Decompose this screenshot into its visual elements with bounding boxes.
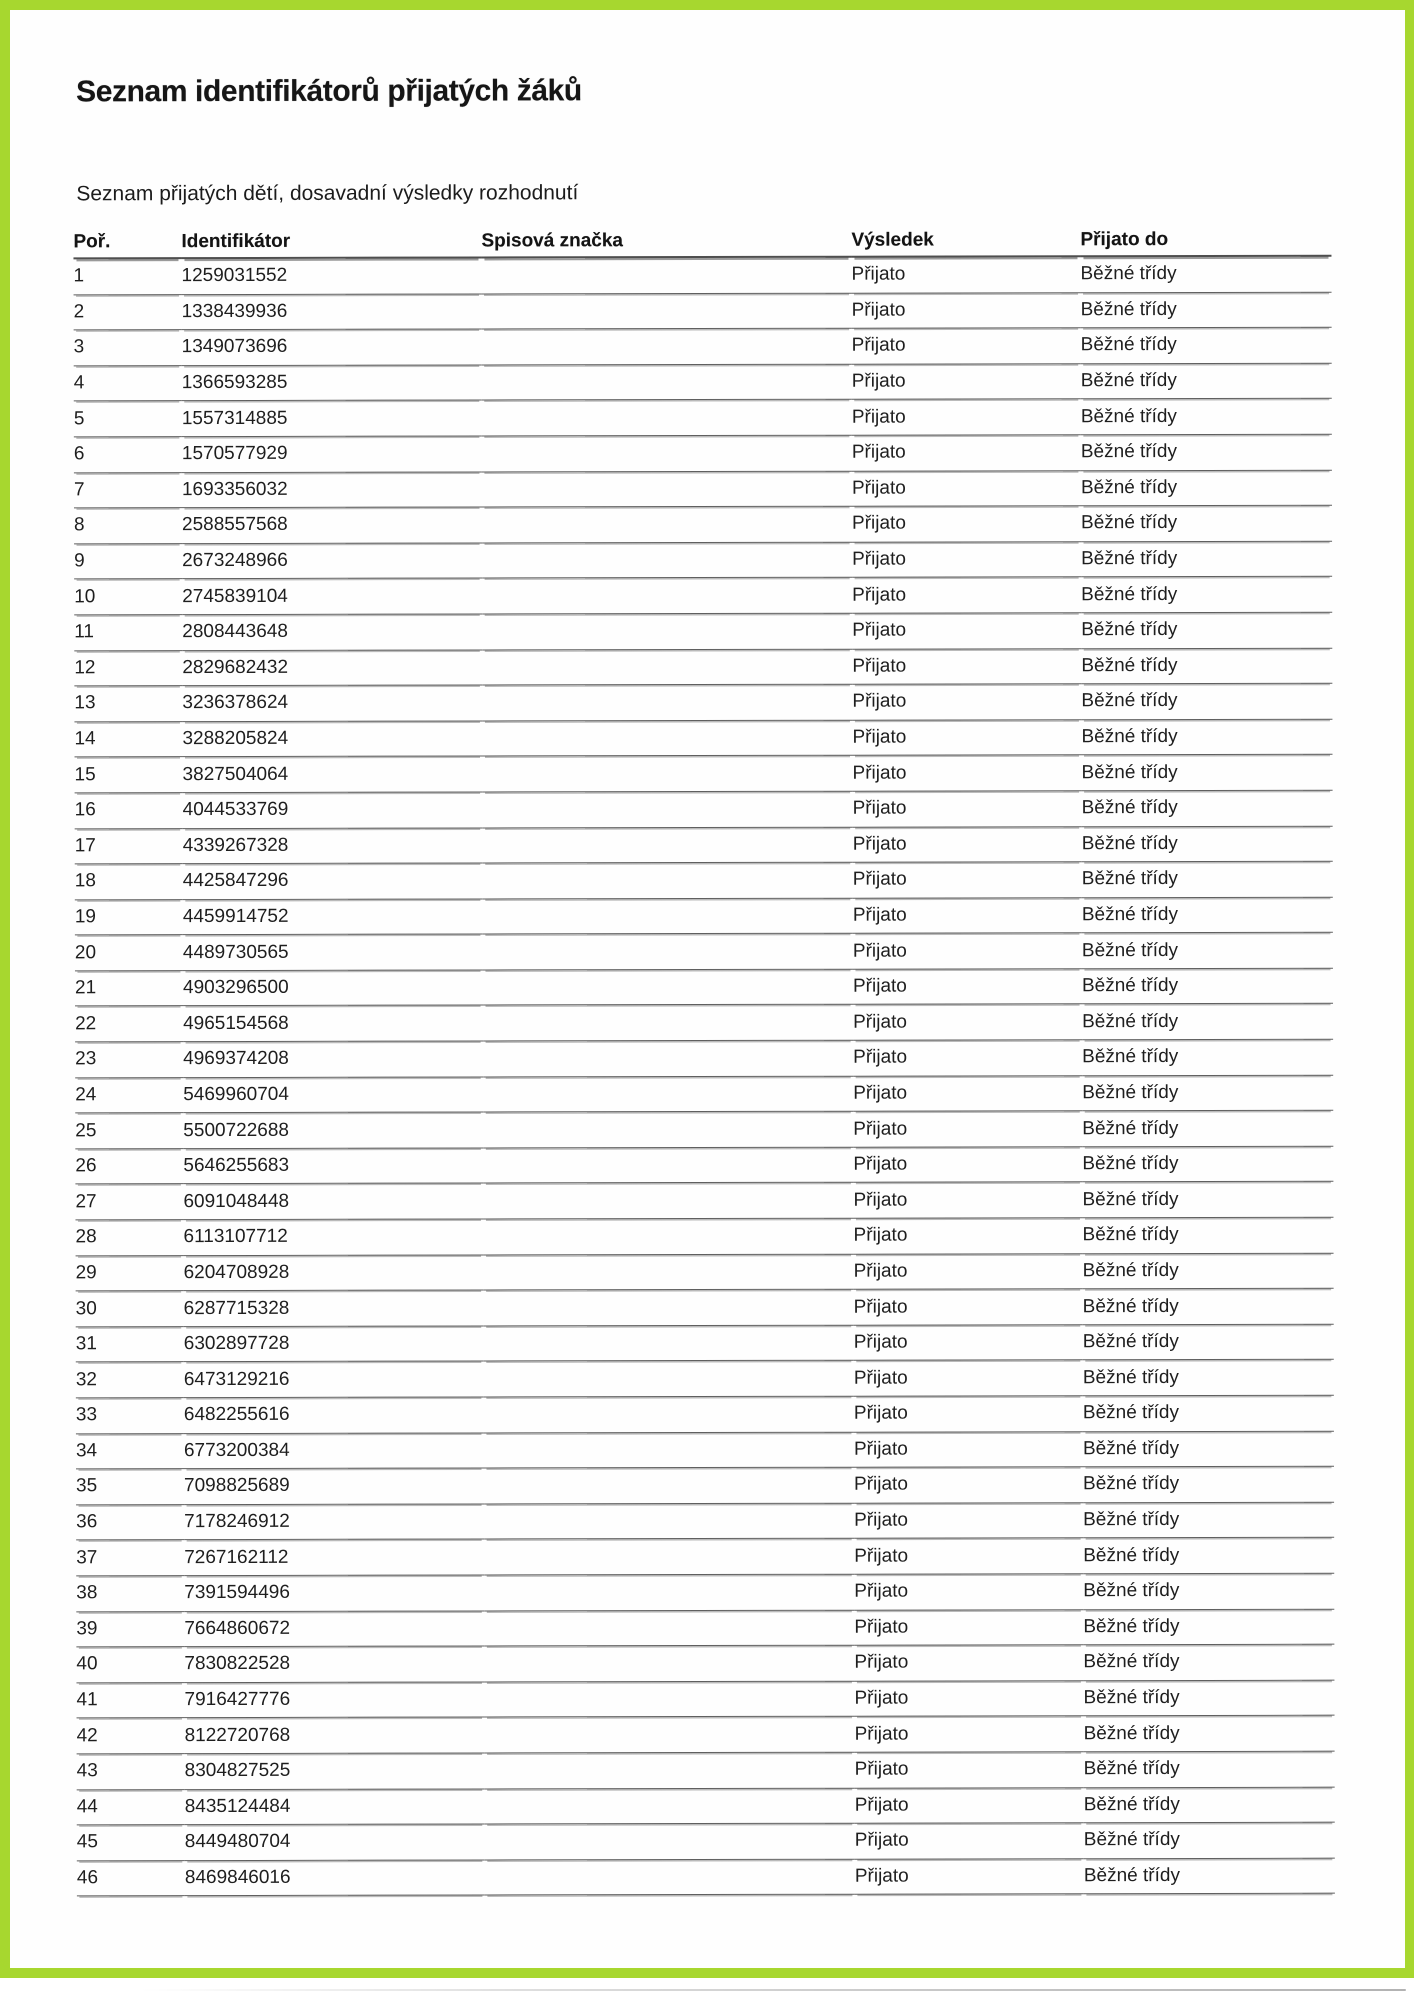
identifier-cell: 5469960704 [183, 1077, 483, 1113]
order-cell: 13 [74, 686, 182, 722]
table-row [76, 1467, 1334, 1505]
admitted-to-cell: Běžné třídy [1082, 1075, 1333, 1111]
order-cell: 29 [76, 1256, 184, 1292]
identifier-cell: 6113107712 [183, 1219, 483, 1255]
result-cell: Přijato [853, 1111, 1082, 1147]
identifier-cell: 1259031552 [181, 258, 481, 294]
result-cell: Přijato [854, 1681, 1083, 1717]
table-row [76, 1680, 1334, 1718]
file-number-cell [482, 436, 852, 472]
table-row [75, 862, 1333, 900]
identifier-cell: 4339267328 [183, 828, 483, 864]
file-number-cell [485, 1824, 855, 1860]
result-cell: Přijato [853, 898, 1082, 934]
admitted-to-cell: Běžné třídy [1082, 755, 1333, 791]
order-cell: 16 [75, 793, 183, 829]
admitted-to-cell: Běžné třídy [1084, 1858, 1335, 1894]
order-cell: 44 [77, 1790, 185, 1826]
result-cell: Přijato [854, 1432, 1083, 1468]
identifier-cell: 7830822528 [184, 1647, 484, 1683]
table-row [76, 1325, 1334, 1363]
identifier-cell: 8122720768 [185, 1718, 485, 1754]
identifier-cell: 2808443648 [182, 614, 482, 650]
table-row [75, 933, 1333, 971]
admitted-to-cell: Běžné třídy [1083, 1360, 1334, 1396]
table-row [74, 470, 1332, 508]
result-cell: Přijato [854, 1361, 1083, 1397]
table-row [74, 541, 1332, 579]
order-cell: 4 [74, 366, 182, 402]
result-cell: Přijato [852, 720, 1081, 756]
file-number-cell [482, 649, 852, 685]
file-number-cell [485, 1753, 855, 1789]
identifier-cell: 4425847296 [183, 864, 483, 900]
order-cell: 3 [74, 330, 182, 366]
column-header-admitted-to: Přijato do [1080, 227, 1331, 258]
file-number-cell [483, 1219, 853, 1255]
file-number-cell [482, 400, 852, 436]
column-header-identifier: Identifikátor [181, 228, 481, 259]
result-cell: Přijato [853, 1076, 1082, 1112]
file-number-cell [484, 1361, 854, 1397]
table-row [75, 1111, 1333, 1149]
header-row [73, 227, 1331, 260]
table-row [74, 577, 1332, 615]
result-cell: Přijato [855, 1717, 1084, 1753]
result-cell: Přijato [851, 257, 1080, 293]
file-number-cell [484, 1254, 854, 1290]
admitted-to-cell: Běžné třídy [1081, 577, 1332, 613]
order-cell: 46 [77, 1861, 185, 1897]
file-number-cell [483, 827, 853, 863]
admitted-to-cell: Běžné třídy [1081, 470, 1332, 506]
admitted-to-cell: Běžné třídy [1082, 1040, 1333, 1076]
identifier-cell: 3288205824 [182, 721, 482, 757]
table-row [76, 1502, 1334, 1540]
admitted-to-cell: Běžné třídy [1083, 1289, 1334, 1325]
identifier-cell: 1693356032 [182, 472, 482, 508]
result-cell: Přijato [852, 400, 1081, 436]
admitted-to-cell: Běžné třídy [1084, 1752, 1335, 1788]
identifier-cell: 4044533769 [183, 792, 483, 828]
file-number-cell [483, 1076, 853, 1112]
order-cell: 14 [74, 722, 182, 758]
order-cell: 6 [74, 437, 182, 473]
admitted-to-cell: Běžné třídy [1083, 1574, 1334, 1610]
table-body [73, 257, 1334, 1897]
result-cell: Přijato [854, 1467, 1083, 1503]
identifier-cell: 6287715328 [184, 1291, 484, 1327]
result-cell: Přijato [852, 506, 1081, 542]
file-number-cell [484, 1575, 854, 1611]
file-number-cell [483, 1183, 853, 1219]
order-cell: 19 [75, 900, 183, 936]
scan-artifact-line [140, 1989, 1406, 1991]
result-cell: Přijato [852, 293, 1081, 329]
file-number-cell [483, 756, 853, 792]
file-number-cell [482, 329, 852, 365]
file-number-cell [483, 898, 853, 934]
table-row [76, 1360, 1334, 1398]
identifier-cell: 2829682432 [182, 650, 482, 686]
column-header-order: Poř. [73, 229, 181, 259]
result-cell: Přijato [855, 1752, 1084, 1788]
identifier-cell: 2673248966 [182, 543, 482, 579]
result-cell: Přijato [855, 1859, 1084, 1895]
order-cell: 25 [75, 1113, 183, 1149]
table-row [77, 1823, 1335, 1861]
order-cell: 38 [76, 1576, 184, 1612]
admitted-to-cell: Běžné třídy [1082, 826, 1333, 862]
result-cell: Přijato [852, 328, 1081, 364]
order-cell: 9 [74, 544, 182, 580]
column-header-file-number: Spisová značka [481, 228, 851, 259]
identifier-cell: 8435124484 [185, 1789, 485, 1825]
identifier-cell: 5500722688 [183, 1113, 483, 1149]
result-cell: Přijato [854, 1610, 1083, 1646]
file-number-cell [483, 1112, 853, 1148]
table-row [77, 1752, 1335, 1790]
identifier-cell: 6091048448 [183, 1184, 483, 1220]
table-row [74, 719, 1332, 757]
file-number-cell [482, 542, 852, 578]
order-cell: 42 [77, 1718, 185, 1754]
result-cell: Přijato [855, 1788, 1084, 1824]
admitted-to-cell: Běžné třídy [1083, 1431, 1334, 1467]
order-cell: 10 [74, 579, 182, 615]
admitted-to-cell: Běžné třídy [1081, 435, 1332, 471]
table-row [75, 969, 1333, 1007]
result-cell: Přijato [854, 1645, 1083, 1681]
table-row [75, 826, 1333, 864]
file-number-cell [483, 970, 853, 1006]
result-cell: Přijato [853, 1040, 1082, 1076]
admitted-to-cell: Běžné třídy [1084, 1716, 1335, 1752]
table-row [76, 1253, 1334, 1291]
admitted-to-cell: Běžné třídy [1081, 719, 1332, 755]
file-number-cell [482, 471, 852, 507]
order-cell: 33 [76, 1398, 184, 1434]
result-cell: Přijato [852, 435, 1081, 471]
table-row [75, 897, 1333, 935]
admitted-to-cell: Běžné třídy [1081, 328, 1332, 364]
admitted-to-cell: Běžné třídy [1084, 1823, 1335, 1859]
admitted-to-cell: Běžné třídy [1081, 684, 1332, 720]
file-number-cell [483, 1041, 853, 1077]
file-number-cell [483, 1148, 853, 1184]
admitted-to-cell: Běžné třídy [1081, 292, 1332, 328]
admitted-to-cell: Běžné třídy [1083, 1502, 1334, 1538]
result-cell: Přijato [852, 578, 1081, 614]
table-row [77, 1716, 1335, 1754]
file-number-cell [485, 1859, 855, 1895]
result-cell: Přijato [853, 1005, 1082, 1041]
identifier-cell: 1557314885 [182, 401, 482, 437]
table-row [76, 1574, 1334, 1612]
table-row [75, 755, 1333, 793]
order-cell: 41 [76, 1683, 184, 1719]
identifier-cell: 6773200384 [184, 1433, 484, 1469]
file-number-cell [484, 1610, 854, 1646]
file-number-cell [483, 863, 853, 899]
order-cell: 32 [76, 1363, 184, 1399]
page-title: Seznam identifikátorů přijatých žáků [76, 74, 582, 109]
table-row [74, 684, 1332, 722]
file-number-cell [482, 720, 852, 756]
admitted-to-cell: Běžné třídy [1083, 1538, 1334, 1574]
identifier-cell: 4969374208 [183, 1042, 483, 1078]
order-cell: 12 [74, 651, 182, 687]
result-cell: Přijato [854, 1325, 1083, 1361]
identifier-cell: 5646255683 [183, 1148, 483, 1184]
result-cell: Přijato [853, 756, 1082, 792]
admitted-to-cell: Běžné třídy [1081, 399, 1332, 435]
result-cell: Přijato [852, 471, 1081, 507]
identifier-cell: 1349073696 [182, 330, 482, 366]
result-cell: Přijato [854, 1396, 1083, 1432]
results-table [73, 227, 1334, 1897]
table-row [76, 1431, 1334, 1469]
order-cell: 28 [75, 1220, 183, 1256]
file-number-cell [482, 614, 852, 650]
order-cell: 5 [74, 401, 182, 437]
order-cell: 34 [76, 1434, 184, 1470]
admitted-to-cell: Běžné třídy [1082, 969, 1333, 1005]
admitted-to-cell: Běžné třídy [1082, 897, 1333, 933]
admitted-to-cell: Běžné třídy [1084, 1787, 1335, 1823]
file-number-cell [483, 934, 853, 970]
admitted-to-cell: Běžné třídy [1081, 648, 1332, 684]
identifier-cell: 6482255616 [184, 1397, 484, 1433]
order-cell: 8 [74, 508, 182, 544]
identifier-cell: 8469846016 [185, 1860, 485, 1896]
admitted-to-cell: Běžné třídy [1082, 1147, 1333, 1183]
identifier-cell: 6204708928 [184, 1255, 484, 1291]
order-cell: 21 [75, 971, 183, 1007]
identifier-cell: 4459914752 [183, 899, 483, 935]
order-cell: 24 [75, 1078, 183, 1114]
order-cell: 18 [75, 864, 183, 900]
result-cell: Přijato [852, 613, 1081, 649]
result-cell: Přijato [852, 649, 1081, 685]
table-row [77, 1858, 1335, 1896]
file-number-cell [484, 1468, 854, 1504]
page-subtitle: Seznam přijatých dětí, dosavadní výsledky rozhodnutí [76, 181, 579, 206]
admitted-to-cell: Běžné třídy [1081, 506, 1332, 542]
result-cell: Přijato [853, 1183, 1082, 1219]
admitted-to-cell: Běžné třídy [1080, 257, 1331, 293]
order-cell: 17 [75, 829, 183, 865]
order-cell: 22 [75, 1007, 183, 1043]
table-row [76, 1396, 1334, 1434]
admitted-to-cell: Běžné třídy [1083, 1253, 1334, 1289]
table-row [74, 613, 1332, 651]
file-number-cell [482, 364, 852, 400]
identifier-cell: 3236378624 [182, 686, 482, 722]
file-number-cell [485, 1788, 855, 1824]
order-cell: 1 [73, 259, 181, 295]
result-cell: Přijato [854, 1289, 1083, 1325]
file-number-cell [482, 507, 852, 543]
result-cell: Přijato [853, 862, 1082, 898]
admitted-to-cell: Běžné třídy [1081, 363, 1332, 399]
identifier-cell: 7391594496 [184, 1575, 484, 1611]
identifier-cell: 1570577929 [182, 436, 482, 472]
file-number-cell [484, 1646, 854, 1682]
table-row [76, 1609, 1334, 1647]
result-cell: Přijato [853, 1147, 1082, 1183]
order-cell: 2 [74, 295, 182, 331]
result-cell: Přijato [852, 542, 1081, 578]
result-cell: Přijato [854, 1503, 1083, 1539]
admitted-to-cell: Běžné třídy [1082, 1004, 1333, 1040]
table-row [74, 506, 1332, 544]
table-row [75, 791, 1333, 829]
identifier-cell: 6473129216 [184, 1362, 484, 1398]
file-number-cell [484, 1290, 854, 1326]
admitted-to-cell: Běžné třídy [1081, 613, 1332, 649]
file-number-cell [484, 1681, 854, 1717]
table-row [76, 1289, 1334, 1327]
table-row [76, 1645, 1334, 1683]
order-cell: 30 [76, 1291, 184, 1327]
order-cell: 11 [74, 615, 182, 651]
result-cell: Přijato [853, 827, 1082, 863]
order-cell: 45 [77, 1825, 185, 1861]
identifier-cell: 4489730565 [183, 935, 483, 971]
order-cell: 40 [76, 1647, 184, 1683]
admitted-to-cell: Běžné třídy [1081, 541, 1332, 577]
order-cell: 35 [76, 1469, 184, 1505]
order-cell: 15 [75, 757, 183, 793]
identifier-cell: 8304827525 [185, 1753, 485, 1789]
table-row [74, 399, 1332, 437]
identifier-cell: 7664860672 [184, 1611, 484, 1647]
table-row [75, 1147, 1333, 1185]
result-cell: Přijato [853, 791, 1082, 827]
file-number-cell [484, 1503, 854, 1539]
table-row [74, 648, 1332, 686]
result-cell: Přijato [853, 933, 1082, 969]
result-cell: Přijato [853, 969, 1082, 1005]
file-number-cell [484, 1397, 854, 1433]
admitted-to-cell: Běžné třídy [1082, 791, 1333, 827]
result-cell: Přijato [852, 364, 1081, 400]
identifier-cell: 8449480704 [185, 1825, 485, 1861]
order-cell: 39 [76, 1612, 184, 1648]
admitted-to-cell: Běžné třídy [1083, 1325, 1334, 1361]
table-row [74, 328, 1332, 366]
order-cell: 20 [75, 935, 183, 971]
table-row [74, 363, 1332, 401]
file-number-cell [484, 1432, 854, 1468]
table-row [74, 435, 1332, 473]
admitted-to-cell: Běžné třídy [1082, 933, 1333, 969]
file-number-cell [485, 1717, 855, 1753]
file-number-cell [483, 1005, 853, 1041]
identifier-cell: 7178246912 [184, 1504, 484, 1540]
identifier-cell: 2588557568 [182, 508, 482, 544]
column-header-result: Výsledek [851, 227, 1080, 257]
admitted-to-cell: Běžné třídy [1083, 1467, 1334, 1503]
order-cell: 43 [77, 1754, 185, 1790]
file-number-cell [484, 1326, 854, 1362]
order-cell: 31 [76, 1327, 184, 1363]
result-cell: Přijato [854, 1574, 1083, 1610]
file-number-cell [483, 792, 853, 828]
result-cell: Přijato [853, 1218, 1082, 1254]
table-row [73, 257, 1331, 295]
file-number-cell [482, 685, 852, 721]
table-header [73, 227, 1331, 260]
identifier-cell: 3827504064 [183, 757, 483, 793]
identifier-cell: 7267162112 [184, 1540, 484, 1576]
identifier-cell: 2745839104 [182, 579, 482, 615]
order-cell: 26 [75, 1149, 183, 1185]
admitted-to-cell: Běžné třídy [1083, 1609, 1334, 1645]
admitted-to-cell: Běžné třídy [1082, 862, 1333, 898]
table-row [77, 1787, 1335, 1825]
table-row [75, 1218, 1333, 1256]
identifier-cell: 4903296500 [183, 970, 483, 1006]
order-cell: 36 [76, 1505, 184, 1541]
table-row [74, 292, 1332, 330]
admitted-to-cell: Běžné třídy [1082, 1111, 1333, 1147]
order-cell: 23 [75, 1042, 183, 1078]
file-number-cell [484, 1539, 854, 1575]
order-cell: 37 [76, 1540, 184, 1576]
table-row [75, 1182, 1333, 1220]
result-cell: Přijato [852, 684, 1081, 720]
table-row [75, 1075, 1333, 1113]
identifier-cell: 1366593285 [182, 365, 482, 401]
order-cell: 7 [74, 473, 182, 509]
result-cell: Přijato [854, 1254, 1083, 1290]
admitted-to-cell: Běžné třídy [1082, 1218, 1333, 1254]
admitted-to-cell: Běžné třídy [1083, 1645, 1334, 1681]
order-cell: 27 [75, 1185, 183, 1221]
identifier-cell: 1338439936 [182, 294, 482, 330]
identifier-cell: 4965154568 [183, 1006, 483, 1042]
result-cell: Přijato [854, 1539, 1083, 1575]
file-number-cell [481, 258, 851, 294]
identifier-cell: 6302897728 [184, 1326, 484, 1362]
identifier-cell: 7098825689 [184, 1469, 484, 1505]
table-row [76, 1538, 1334, 1576]
result-cell: Přijato [855, 1823, 1084, 1859]
file-number-cell [482, 293, 852, 329]
admitted-to-cell: Běžné třídy [1083, 1396, 1334, 1432]
file-number-cell [482, 578, 852, 614]
table-row [75, 1004, 1333, 1042]
admitted-to-cell: Běžné třídy [1082, 1182, 1333, 1218]
table-row [75, 1040, 1333, 1078]
identifier-cell: 7916427776 [184, 1682, 484, 1718]
admitted-to-cell: Běžné třídy [1083, 1680, 1334, 1716]
